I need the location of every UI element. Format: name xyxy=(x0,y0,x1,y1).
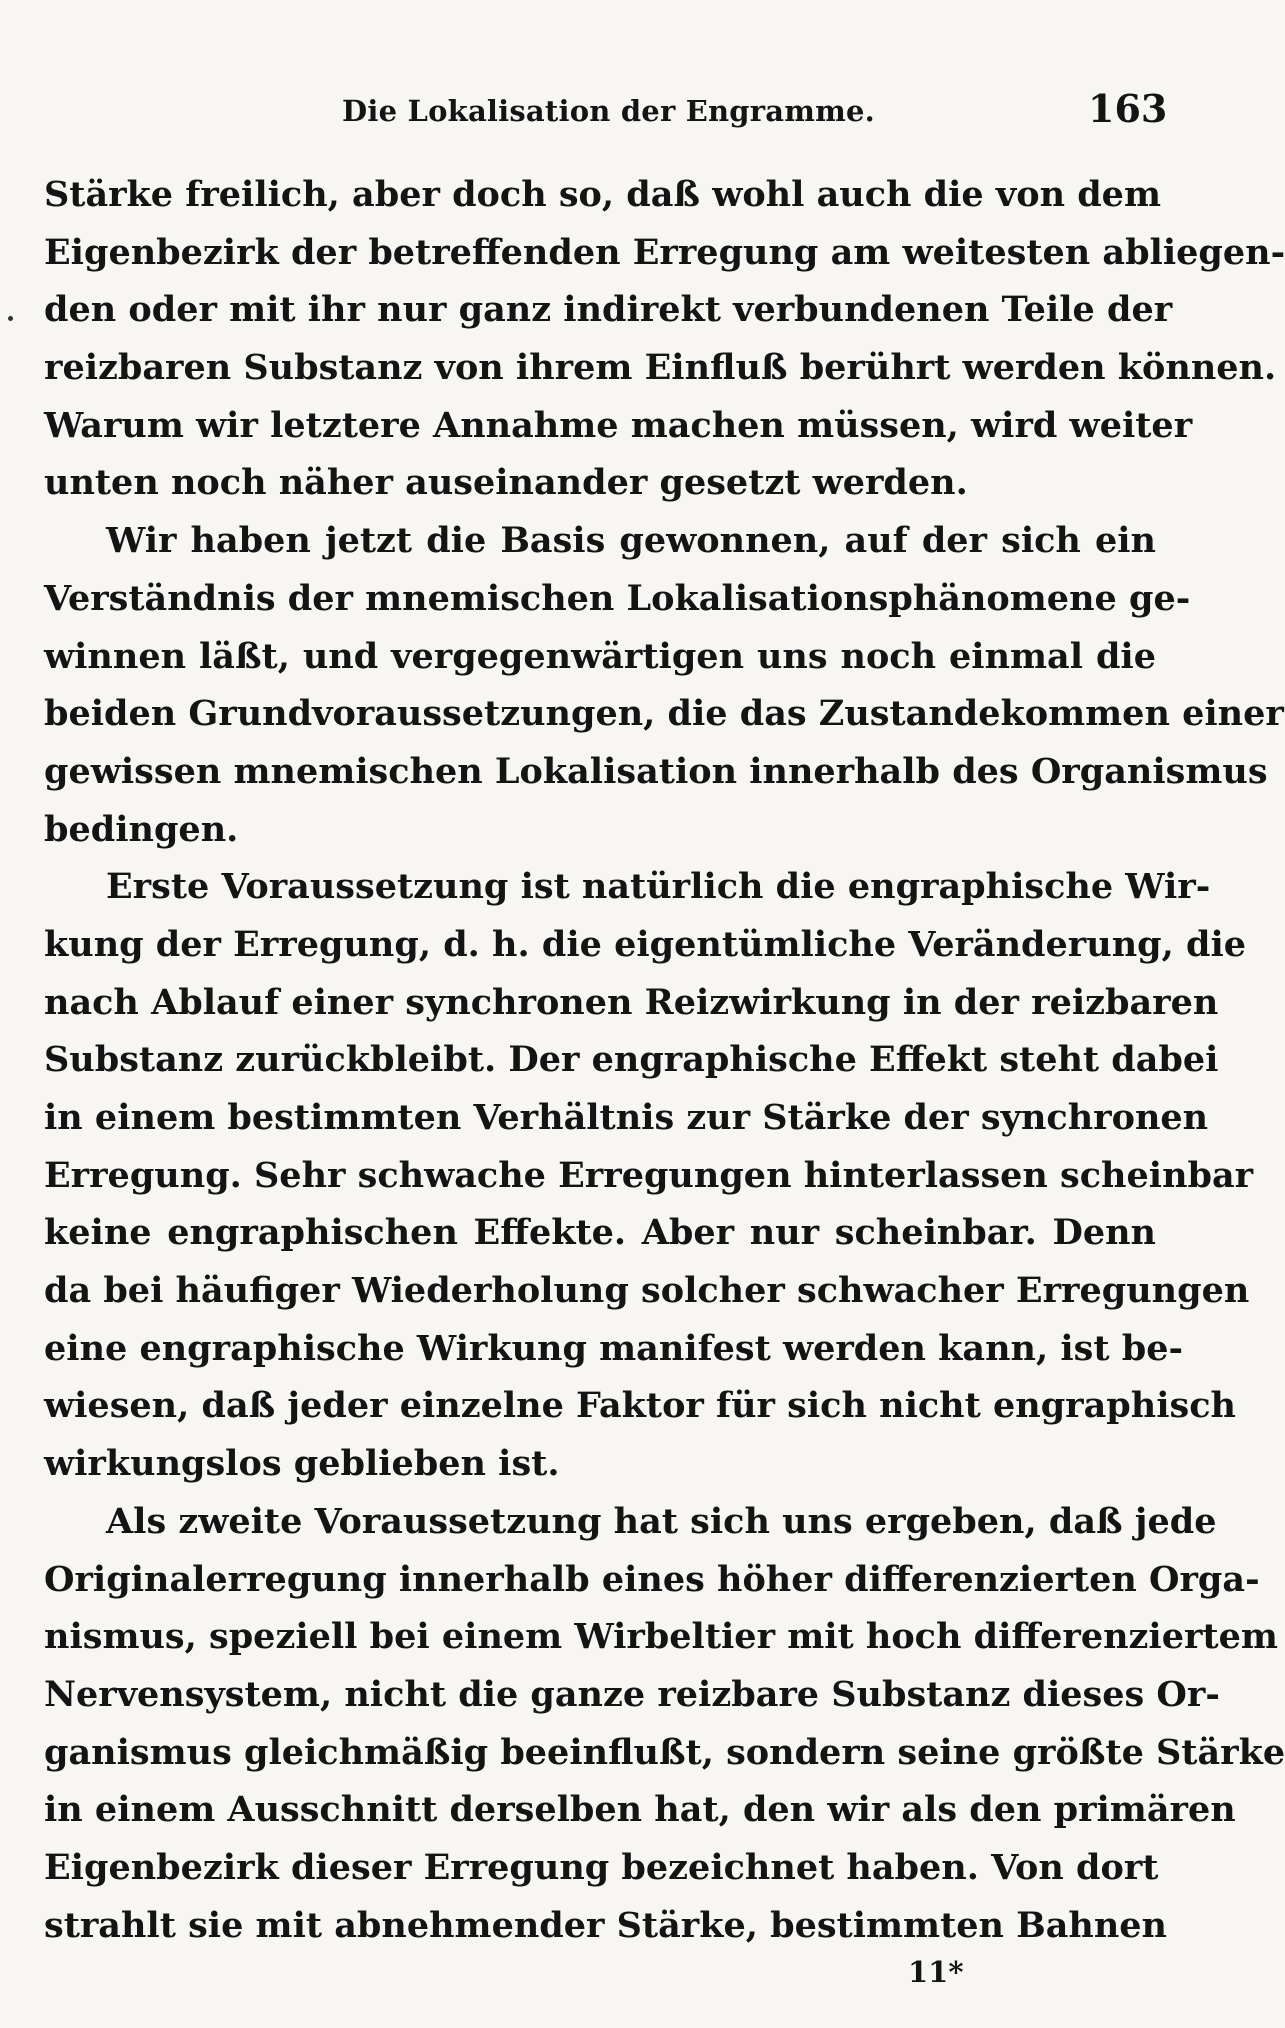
body-text xyxy=(44,166,1285,1954)
text-line: bedingen. xyxy=(44,808,239,850)
text-line: kung der Erregung, d. h. die eigentümliche Veränderung, die xyxy=(44,923,1247,965)
text-line: Stärke freilich, aber doch so, daß wohl auch die von dem xyxy=(44,174,1161,215)
text-line: Eigenbezirk dieser Erregung bezeichnet haben. Von dort xyxy=(44,1846,1159,1888)
text-line: Substanz zurückbleibt. Der engraphische Effekt steht dabei xyxy=(44,1039,1219,1081)
text-line: in einem Ausschnitt derselben hat, den wir als den primären xyxy=(44,1789,1236,1831)
text-line: den oder mit ihr nur ganz indirekt verbundenen Teile der xyxy=(44,289,1173,331)
text-line: beiden Grundvoraussetzungen, die das Zustandekommen einer xyxy=(44,693,1284,735)
signature-mark: 11* xyxy=(908,1955,964,1989)
text-line: nismus, speziell bei einem Wirbeltier mit hoch differenziertem xyxy=(44,1616,1278,1658)
text-line: nach Ablauf einer synchronen Reizwirkung in der reizbaren xyxy=(44,981,1219,1023)
page-header xyxy=(0,86,1205,146)
text-line: eine engraphische Wirkung manifest werden kann, ist be- xyxy=(44,1327,1183,1369)
text-line: keine engraphischen Effekte. Aber nur scheinbar. Denn xyxy=(44,1212,1156,1254)
text-line: Originalerregung innerhalb eines höher differenzierten Orga- xyxy=(44,1558,1260,1600)
text-line: Nervensystem, nicht die ganze reizbare Substanz dieses Or- xyxy=(44,1673,1220,1715)
text-line: unten noch näher auseinander gesetzt werden. xyxy=(44,462,968,504)
text-line: ganismus gleichmäßig beeinflußt, sondern seine größte Stärke xyxy=(44,1731,1285,1773)
paragraph-first-line: Erste Voraussetzung ist natürlich die engraphische Wir- xyxy=(106,866,1211,908)
paragraph-first-line: Als zweite Voraussetzung hat sich uns ergeben, daß jede xyxy=(106,1500,1217,1542)
paragraph-first-line: Wir haben jetzt die Basis gewonnen, auf der sich ein xyxy=(106,520,1156,562)
margin-speck xyxy=(8,316,13,321)
text-line: reizbaren Substanz von ihrem Einfluß berührt werden können. xyxy=(44,347,1277,389)
text-line: winnen läßt, und vergegenwärtigen uns noch einmal die xyxy=(44,635,1156,677)
text-line: strahlt sie mit abnehmender Stärke, bestimmten Bahnen xyxy=(44,1904,1168,1946)
text-line: gewissen mnemischen Lokalisation innerhalb des Organismus xyxy=(44,750,1268,792)
text-line: da bei häufiger Wiederholung solcher schwacher Erregungen xyxy=(44,1270,1250,1312)
text-line: wirkungslos geblieben ist. xyxy=(44,1443,560,1485)
text-line: Erregung. Sehr schwache Erregungen hinterlassen scheinbar xyxy=(44,1154,1254,1196)
page-number: 163 xyxy=(1088,86,1168,131)
running-title: Die Lokalisation der Engramme. xyxy=(342,94,875,128)
text-line: wiesen, daß jeder einzelne Faktor für sich nicht engraphisch xyxy=(44,1385,1236,1427)
text-line: Eigenbezirk der betreffenden Erregung am weitesten abliegen- xyxy=(44,231,1285,273)
text-line: Warum wir letztere Annahme machen müssen, wird weiter xyxy=(44,404,1193,446)
text-line: Verständnis der mnemischen Lokalisationsphänomene ge- xyxy=(44,577,1191,619)
text-line: in einem bestimmten Verhältnis zur Stärke der synchronen xyxy=(44,1097,1209,1138)
